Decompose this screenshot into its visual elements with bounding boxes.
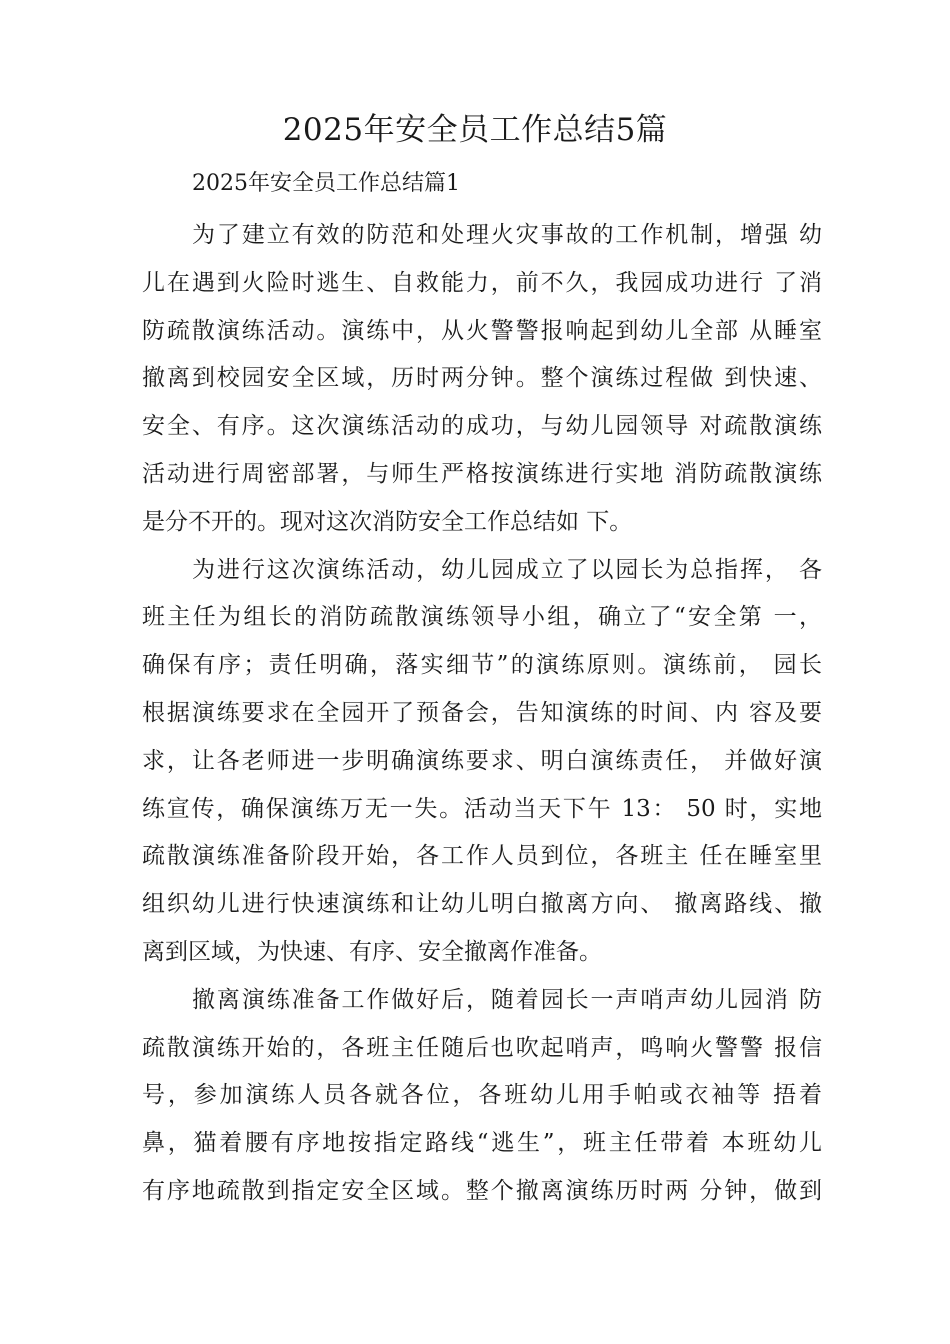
text-line: 儿在遇到火险时逃生、自救能力，前不久，我园成功进行 了消 xyxy=(142,269,822,296)
text-line: 撤离到校园安全区域，历时两分钟。整个演练过程做 到快速、 xyxy=(142,365,822,392)
text-line: 求，让各老师进一步明确演练要求、明白演练责任， 并做好演 xyxy=(142,747,822,774)
section-heading: 2025年安全员工作总结篇1 xyxy=(192,171,460,196)
text-line: 离到区域，为快速、有序、安全撤离作准备。 xyxy=(142,938,602,965)
document-title: 2025年安全员工作总结5篇 xyxy=(282,112,668,148)
text-line: 班主任为组长的消防疏散演练领导小组，确立了“安全第 一， xyxy=(142,604,822,631)
paragraph-3 xyxy=(142,977,822,1216)
text-line: 活动进行周密部署，与师生严格按演练进行实地 消防疏散演练 xyxy=(142,460,822,487)
paragraph-1 xyxy=(142,212,822,547)
text-line: 疏散演练准备阶段开始，各工作人员到位，各班主 任在睡室里 xyxy=(142,843,822,870)
text-line: 鼻，猫着腰有序地按指定路线“逃生”，班主任带着 本班幼儿 xyxy=(142,1130,822,1157)
text-line: 为进行这次演练活动，幼儿园成立了以园长为总指挥， 各 xyxy=(192,556,822,583)
text-line: 练宣传，确保演练万无一失。活动当天下午 13： 50 时，实地 xyxy=(142,795,822,822)
text-line: 安全、有序。这次演练活动的成功，与幼儿园领导 对疏散演练 xyxy=(142,413,822,440)
text-line: 撤离演练准备工作做好后，随着园长一声哨声幼儿园消 防 xyxy=(192,986,822,1013)
text-line: 确保有序；责任明确，落实细节”的演练原则。演练前， 园长 xyxy=(142,652,822,679)
text-line: 是分不开的。现对这次消防安全工作总结如 下。 xyxy=(142,508,633,535)
text-line: 号，参加演练人员各就各位，各班幼儿用手帕或衣袖等 捂着 xyxy=(142,1082,822,1109)
text-line: 为了建立有效的防范和处理火灾事故的工作机制，增强 幼 xyxy=(192,222,822,248)
paragraph-2 xyxy=(142,547,822,977)
text-line: 疏散演练开始的，各班主任随后也吹起哨声，鸣响火警警 报信 xyxy=(142,1034,822,1061)
text-line: 组织幼儿进行快速演练和让幼儿明白撤离方向、 撤离路线、撤 xyxy=(142,891,822,918)
text-line: 防疏散演练活动。演练中，从火警警报响起到幼儿全部 从睡室 xyxy=(142,317,822,344)
document-body xyxy=(142,212,822,1216)
text-line: 有序地疏散到指定安全区域。整个撤离演练历时两 分钟，做到 xyxy=(142,1177,822,1204)
text-line: 根据演练要求在全园开了预备会，告知演练的时间、内 容及要 xyxy=(142,699,822,726)
